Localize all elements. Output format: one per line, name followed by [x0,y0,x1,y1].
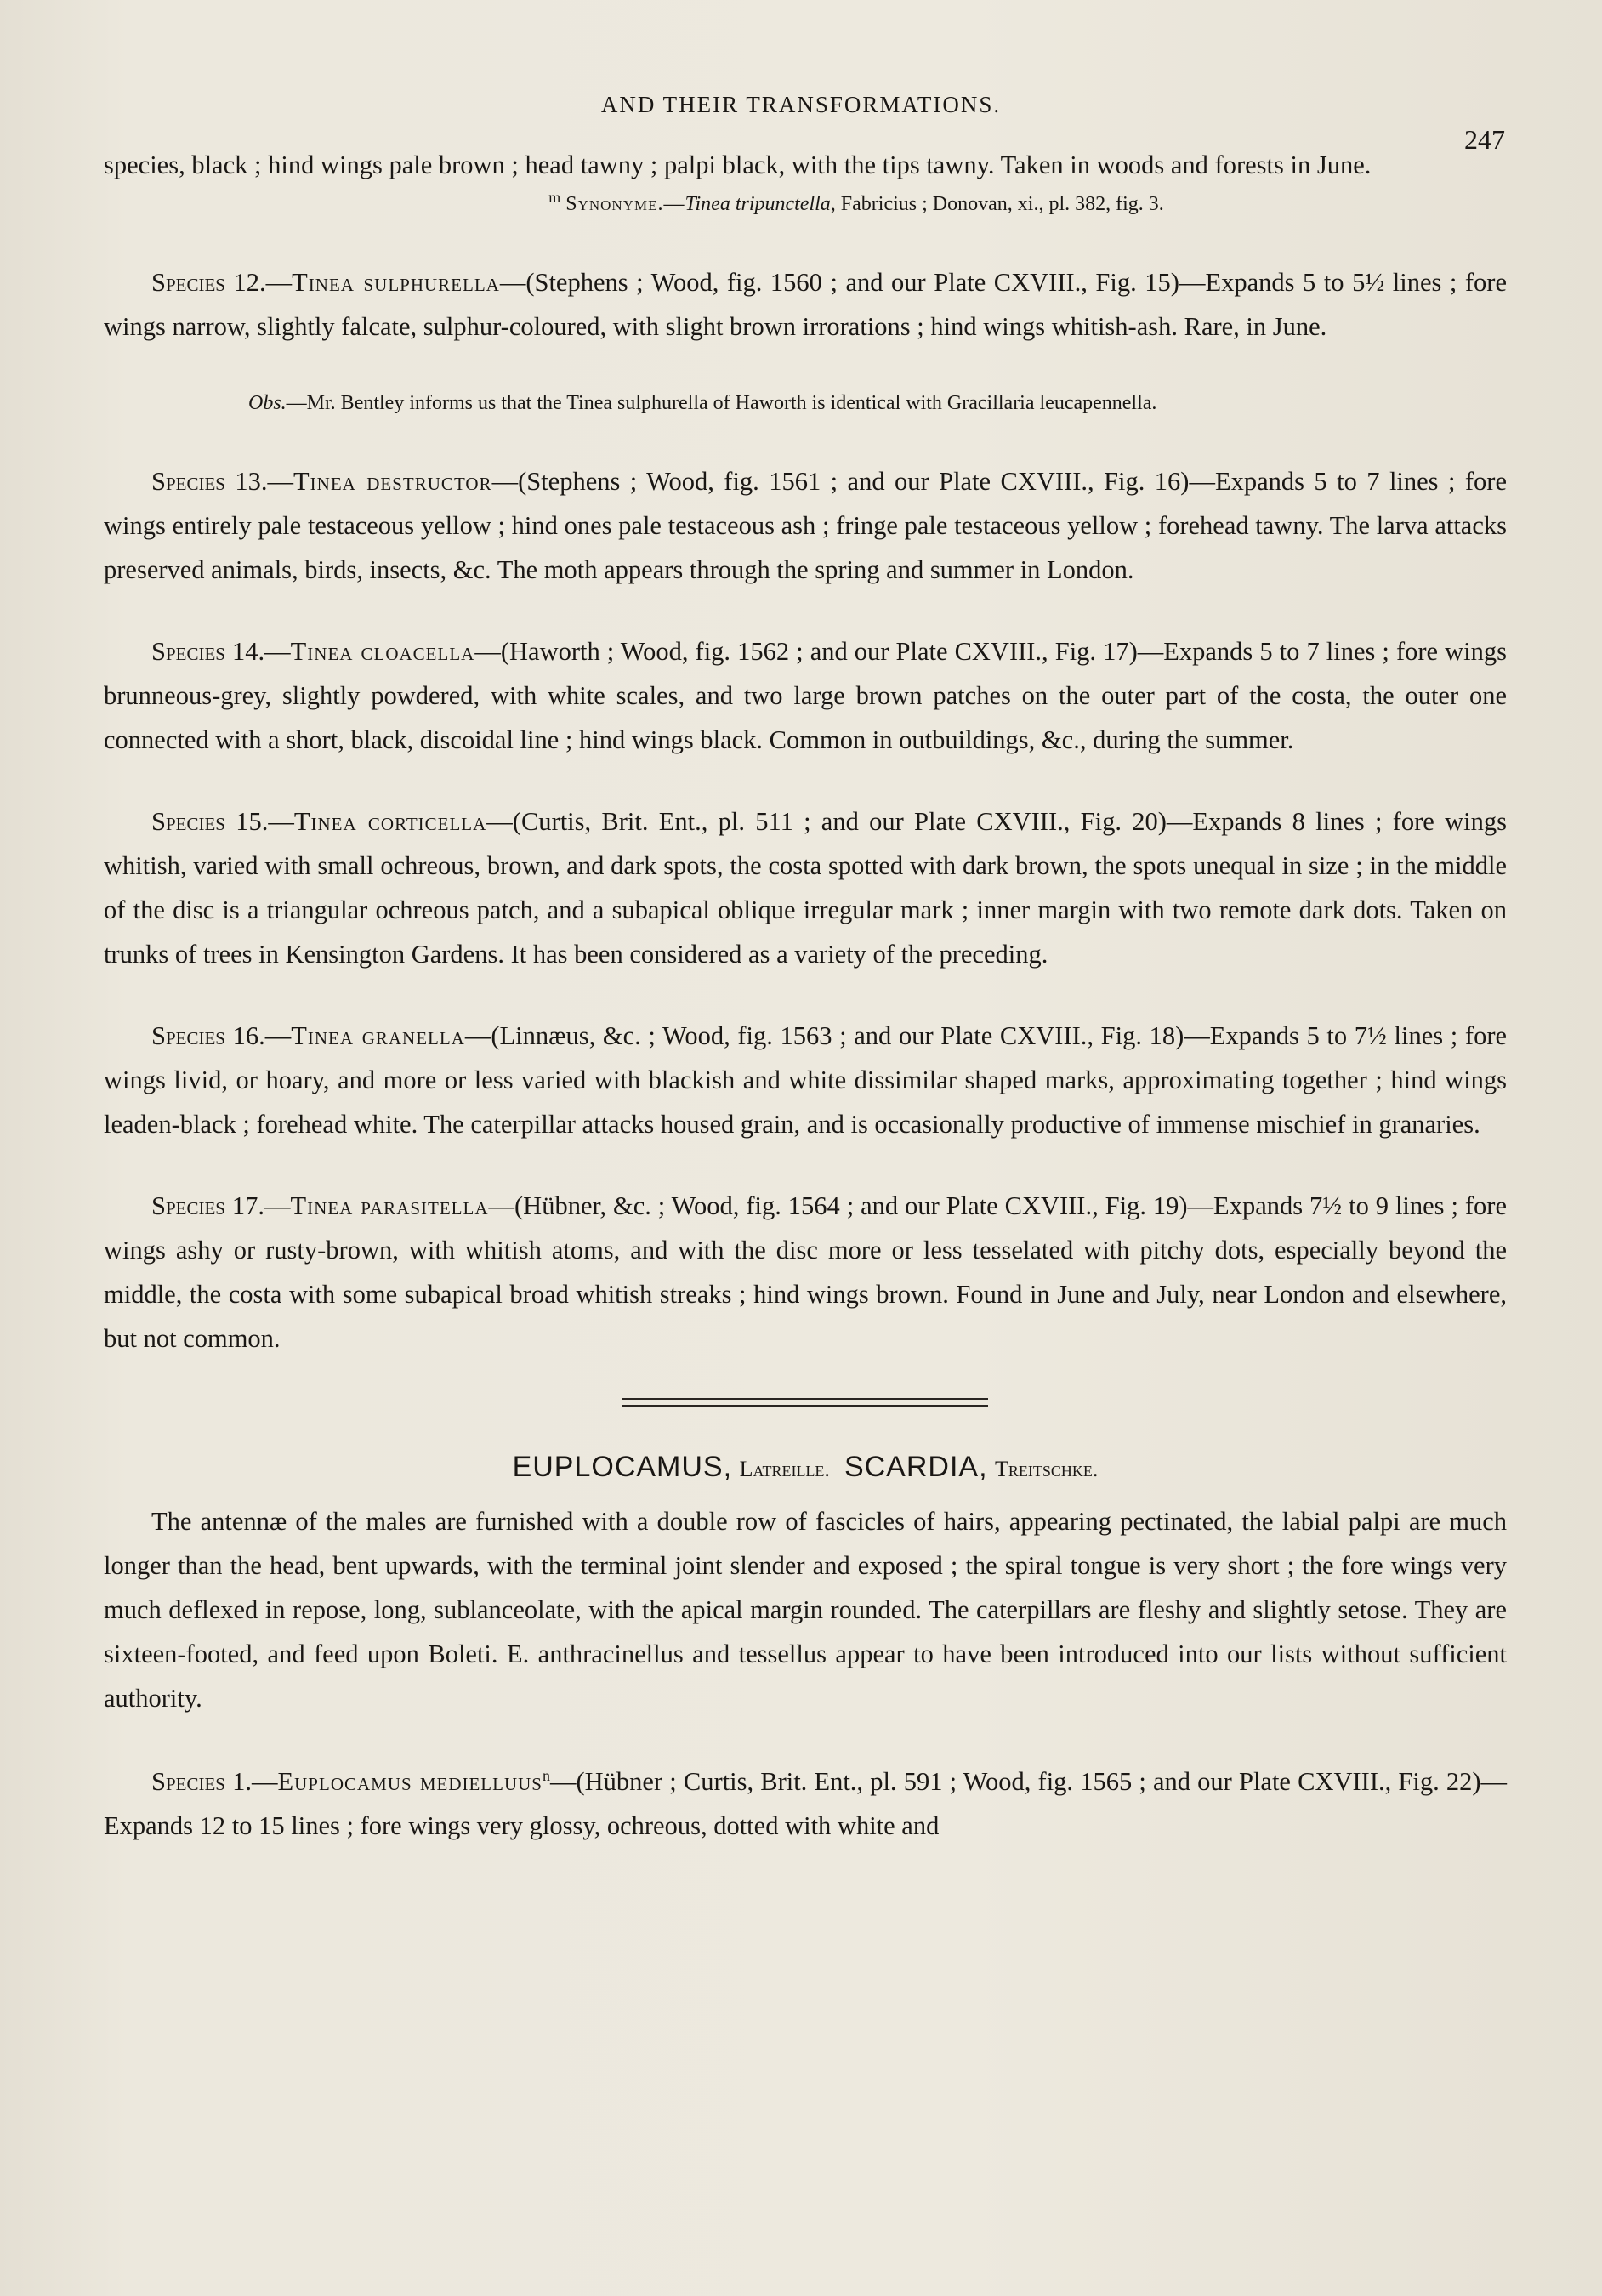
species-number: Species 17.— [151,1191,291,1220]
species-entry [104,459,1507,592]
obs-text: —Mr. Bentley informs us that the Tinea sulphurella of Haworth is identical with Gracillaria leucapennella. [286,392,1157,414]
synonym-reference: Fabricius ; Donovan, xi., pl. 382, fig. 3. [840,193,1164,215]
species-name: Tinea sulphurella [292,268,500,297]
section-divider [622,1398,988,1407]
species-number: Species 1.— [151,1767,278,1796]
species-entry [104,1014,1507,1146]
species-name: Tinea cloacella [290,637,475,666]
genus-heading [104,1446,1507,1491]
species-number: Species 13.— [151,467,294,496]
species-description: —(Curtis, Brit. Ent., pl. 511 ; and our Plate CXVIII., Fig. 20)—Expands 8 lines ; fore wings whitish, varied with small ochreous, brown, and dark spots, the costa spotted with dark brown, the spots unequal in size ; in the middle of the disc is a triangular ochreous patch, and a subapical oblique irregular mark ; inner margin with two remote dark dots. Taken on trunks of trees in Kensington Gardens. It has been considered as a variety of the preceding. [104,807,1507,969]
species-entry [104,629,1507,762]
page-number: 247 [1464,124,1505,155]
species-description: —(Stephens ; Wood, fig. 1560 ; and our Plate CXVIII., Fig. 15)—Expands 5 to 5½ lines ; fore wings narrow, slightly falcate, sulphur-coloured, with slight brown irrorations ; hind wings whitish-ash. Rare, in June. [104,268,1508,341]
species-entry [104,1759,1507,1848]
synonym-label: Synonyme.— [565,193,685,215]
species-number: Species 16.— [151,1021,292,1050]
species-name: Tinea parasitella [290,1191,489,1220]
species-description: —(Stephens ; Wood, fig. 1561 ; and our Plate CXVIII., Fig. 16)—Expands 5 to 7 lines ; fore wings entirely pale testaceous yellow ; hind ones pale testaceous ash ; fringe pale testaceous yellow ; forehead tawny. The larva attacks preserved animals, birds, insects, &c. The moth appears through the spring and summer in London. [104,467,1507,584]
species-description: —(Linnæus, &c. ; Wood, fig. 1563 ; and our Plate CXVIII., Fig. 18)—Expands 5 to 7½ lines ; fore wings livid, or hoary, and more or less varied with blackish and white dissimilar shaped marks, approximating together ; hind wings leaden-black ; forehead white. The caterpillar attacks housed grain, and is occasionally productive of immense mischief in granaries. [104,1021,1508,1139]
page-body [104,143,1507,1885]
species-entry [104,799,1507,976]
species-number: Species 12.— [151,268,293,297]
species-name: Euplocamus medielluus [277,1767,543,1796]
observation-note [104,386,1507,420]
continuation-paragraph: species, black ; hind wings pale brown ; head tawny ; palpi black, with the tips tawny. Taken in woods and forests in June. [104,151,1372,179]
synonym-footnote [104,187,1507,221]
species-entry [104,260,1507,349]
genus-name-1: EUPLOCAMUS, [512,1451,733,1483]
species-description: —(Haworth ; Wood, fig. 1562 ; and our Plate CXVIII., Fig. 17)—Expands 5 to 7 lines ; fore wings brunneous-grey, slightly powdered, with white scales, and two large brown patches on the outer part of the costa, the outer one connected with a short, black, discoidal line ; hind wings black. Common in outbuildings, &c., during the summer. [104,637,1507,754]
species-name: Tinea destructor [293,467,492,496]
species-number: Species 14.— [151,637,291,666]
genus-description: The antennæ of the males are furnished with a double row of fascicles of hairs, appearing pectinated, the labial palpi are much longer than the head, bent upwards, with the terminal joint slender and exposed ; the spiral tongue is very short ; the fore wings very much deflexed in repose, long, sublanceolate, with the apical margin rounded. The caterpillars are fleshy and slightly setose. They are sixteen-footed, and feed upon Boleti. E. anthracinellus and tessellus appear to have been introduced into our lists without sufficient authority. [104,1507,1507,1713]
genus-author-1: Latreille. [739,1457,830,1481]
genus-name-2: SCARDIA, [844,1451,988,1483]
footnote-marker: n [542,1766,550,1784]
synonym-species: Tinea tripunctella, [685,193,836,215]
species-description: —(Hübner ; Curtis, Brit. Ent., pl. 591 ; Wood, fig. 1565 ; and our Plate CXVIII., Fig. 22)—Expands 12 to 15 lines ; fore wings very glossy, ochreous, dotted with white and [104,1767,1507,1840]
synonym-marker: m [548,189,561,206]
species-entry [104,1184,1507,1361]
species-name: Tinea corticella [293,807,487,836]
genus-author-2: Treitschke. [995,1457,1099,1481]
species-description: —(Hübner, &c. ; Wood, fig. 1564 ; and our Plate CXVIII., Fig. 19)—Expands 7½ to 9 lines ; fore wings ashy or rusty-brown, with whitish atoms, and with the disc more or less tesselated with pitchy dots, especially beyond the middle, the costa with some subapical broad whitish streaks ; hind wings brown. Found in June and July, near London and elsewhere, but not common. [104,1191,1507,1353]
species-name: Tinea granella [291,1021,465,1050]
running-title: AND THEIR TRANSFORMATIONS. [600,92,1002,117]
species-number: Species 15.— [151,807,294,836]
obs-label: Obs. [248,392,287,414]
